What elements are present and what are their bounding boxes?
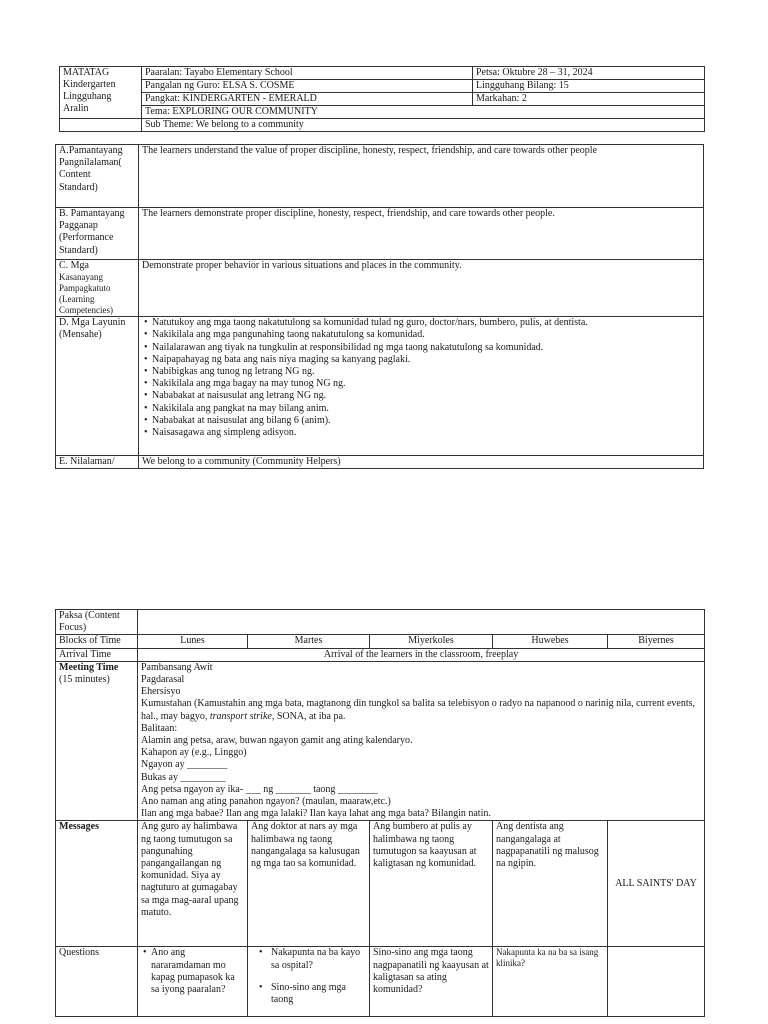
content-standard-label: A.Pamantayang Pangnilalaman( Content Standard) <box>56 145 139 208</box>
learning-competencies-label: C. Mga Kasanayang Pampagkatuto (Learning Competencies) <box>56 260 139 317</box>
list-item: • Nababakat at naisusulat ang bilang 6 (anim). <box>142 415 700 427</box>
meeting-label: Meeting Time <box>59 661 119 673</box>
day-lunes: Lunes <box>138 635 248 648</box>
message-lunes: Ang guro ay halimbawa ng taong tumutugon sa pangunahing pangangailangan ng komunidad. Siya ay nagtuturo at gumagabay sa mga mag-aaral upang matuto. <box>138 821 248 947</box>
content-label: E. Nilalaman/ <box>56 456 139 469</box>
message-biyernes: ALL SAINTS' DAY <box>608 821 705 947</box>
lesson-type-cell <box>60 67 142 119</box>
lingguhang-label: Lingguhang <box>63 91 112 102</box>
questions-label: Questions <box>56 947 138 1017</box>
aralin-label: Aralin <box>63 103 89 114</box>
list-item: • Nabibigkas ang tunog ng letrang NG ng. <box>142 366 700 378</box>
list-item: • Naisasagawa ang simpleng adisyon. <box>142 427 700 439</box>
list-item: • Ano ang nararamdaman mo kapag pumapasok ka sa iyong paaralan? <box>141 947 244 996</box>
lesson-plan-table <box>55 609 705 1017</box>
list-item: • Naipapahayag ng bata ang nais niya maging sa kanyang paglaki. <box>142 354 700 366</box>
questions-lunes <box>138 947 248 1017</box>
lingguhang-bilang-cell: Lingguhang Bilang: 15 <box>473 80 705 93</box>
day-biyernes: Biyernes <box>608 635 705 648</box>
kumustahan-text: Kumustahan (Kamustahin ang mga bata, magtanong din tungkol sa balita sa telebisyon o radyo na napanood o narinig nila, current events, hal., may bagyo, transport strike, SONA, at iba pa. <box>141 698 696 722</box>
guro-cell: Pangalan ng Guro: ELSA S. COSME <box>142 80 473 93</box>
arrival-text: Arrival of the learners in the classroom, freeplay <box>138 648 705 661</box>
objectives-list-cell <box>139 317 704 456</box>
paksa-content <box>138 610 705 635</box>
list-item: • Nakikilala ang mga pangunahing taong nakatutulong sa komunidad. <box>142 329 700 341</box>
paksa-label: Paksa (Content Focus) <box>56 610 138 635</box>
meeting-content: Pambansang Awit Pagdarasal Ehersisyo Kumustahan (Kamustahin ang mga bata, magtanong din tungkol sa balita sa telebisyon o radyo na napanood o narinig nila, current events, hal., may bagyo, transport strike, SONA, at iba pa. Balitaan: Alamin ang petsa, araw, buwan ngayon gamit ang ating kalendaryo. Kahapon ay (e.g., Linggo) Ngayon ay ________ Bukas ay _________ Ang petsa ngayon ay ika- ___ ng _______ taong ________ Ano naman ang ating panahon ngayon? (maulan, maaraw,etc.) Ilan ang mga babae? Ilan ang mga lalaki? Ilan kaya lahat ang mga bata? Bilangin natin. <box>138 661 705 821</box>
matatag-label: MATATAG <box>63 67 110 78</box>
paaralan-cell: Paaralan: Tayabo Elementary School <box>142 67 473 80</box>
list-item: • Nababakat at naisusulat ang letrang NG ng. <box>142 390 700 402</box>
content-standard-text: The learners understand the value of proper discipline, honesty, respect, friendship, and care towards other people <box>139 145 704 208</box>
list-item: • Nakapunta na ba kayo sa ospital? <box>251 947 366 971</box>
list-item: • Nailalarawan ang tiyak na tungkulin at responsibilidad ng mga taong nakatutulong sa komunidad. <box>142 342 700 354</box>
questions-biyernes <box>608 947 705 1017</box>
performance-standard-label: B. Pamantayang Pagganap (Performance Standard) <box>56 208 139 260</box>
content-text: We belong to a community (Community Helpers) <box>139 456 704 469</box>
questions-huwebes: Nakapunta ka na ba sa isang klinika? <box>493 947 608 1017</box>
message-miyerkoles: Ang bumbero at pulis ay halimbawa ng taong tumutugon sa kaayusan at kaligtasan ng komunidad. <box>370 821 493 947</box>
markahan-cell: Markahan: 2 <box>473 93 705 106</box>
subtheme-cell: Sub Theme: We belong to a community <box>142 119 705 132</box>
day-martes: Martes <box>248 635 370 648</box>
meeting-label-cell <box>56 661 138 821</box>
blocks-label: Blocks of Time <box>56 635 138 648</box>
list-item: • Natutukoy ang mga taong nakatutulong sa komunidad tulad ng guro, doctor/nars, bumbero, pulis, at dentista. <box>142 317 700 329</box>
kindergarten-label: Kindergarten <box>63 79 116 90</box>
questions-miyerkoles: Sino-sino ang mga taong nagpapanatili ng kaayusan at kaligtasan sa ating komunidad? <box>370 947 493 1017</box>
learning-competencies-text: Demonstrate proper behavior in various situations and places in the community. <box>139 260 704 317</box>
message-martes: Ang doktor at nars ay mga halimbawa ng taong nangangalaga sa kalusugan ng mga tao sa komunidad. <box>248 821 370 947</box>
messages-label: Messages <box>56 821 138 947</box>
list-item: • Nakikilala ang mga bagay na may tunog NG ng. <box>142 378 700 390</box>
questions-martes <box>248 947 370 1017</box>
empty-cell <box>60 119 142 132</box>
meeting-duration: (15 minutes) <box>59 674 110 686</box>
arrival-label: Arrival Time <box>56 648 138 661</box>
message-huwebes: Ang dentista ang nangangalaga at nagpapanatili ng malusog na ngipin. <box>493 821 608 947</box>
tema-cell: Tema: EXPLORING OUR COMMUNITY <box>142 106 705 119</box>
list-item: • Nakikilala ang pangkat na may bilang anim. <box>142 403 700 415</box>
day-miyerkoles: Miyerkoles <box>370 635 493 648</box>
petsa-cell: Petsa: Oktubre 28 – 31, 2024 <box>473 67 705 80</box>
objectives-label: D. Mga Layunin (Mensahe) <box>56 317 139 456</box>
objectives-list <box>142 317 700 439</box>
day-huwebes: Huwebes <box>493 635 608 648</box>
standards-table <box>55 144 704 469</box>
performance-standard-text: The learners demonstrate proper discipline, honesty, respect, friendship, and care towards other people. <box>139 208 704 260</box>
pangkat-cell: Pangkat: KINDERGARTEN - EMERALD <box>142 93 473 106</box>
list-item: • Sino-sino ang mga taong <box>251 982 366 1006</box>
header-table <box>59 66 705 132</box>
